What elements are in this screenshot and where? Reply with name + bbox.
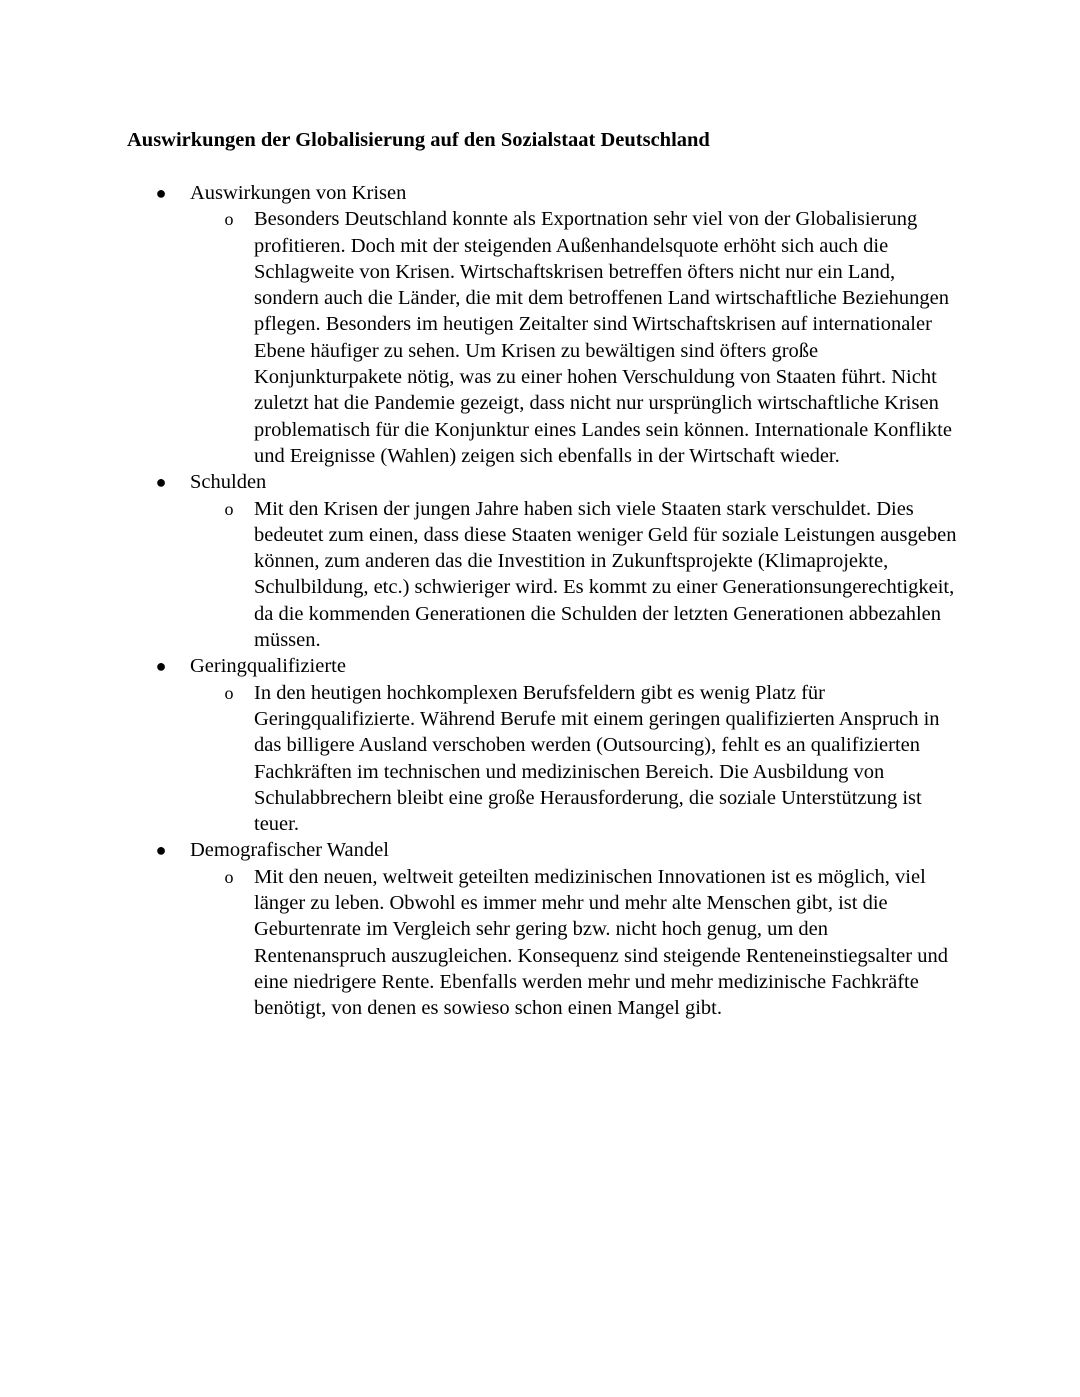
bullet-icon: ● xyxy=(155,183,167,203)
topic-detail xyxy=(0,864,1080,1022)
topic-detail xyxy=(0,206,1080,469)
topic-list xyxy=(0,180,1080,1022)
bullet-icon: ● xyxy=(155,840,167,861)
sub-bullet-icon: o xyxy=(224,209,234,230)
sub-bullet-icon: o xyxy=(224,498,234,519)
sub-bullet-icon: o xyxy=(224,682,234,703)
topic-item-krisen xyxy=(0,180,1080,469)
topic-paragraph: Mit den neuen, weltweit geteilten medizinischen Innovationen ist es möglich, viel länger zu leben. Obwohl es immer mehr und mehr alte Menschen gibt, ist die Geburtenrate im Vergleich sehr gering bzw. nicht hoch genug, um den Rentenanspruch auszugleichen. Konsequenz sind steigende Renteneinstiegsalter und eine niedrigere Rente. Ebenfalls werden mehr und mehr medizinische Fachkräfte benötigt, von denen es sowieso schon einen Mangel gibt. xyxy=(254,865,948,1020)
topic-paragraph: In den heutigen hochkomplexen Berufsfeldern gibt es wenig Platz für Geringqualifizierte. Während Berufe mit einem geringen qualifizierten Anspruch in das billigere Ausland verschoben werden (Outsourcing), fehlt es an qualifizierten Fachkräften im technischen und medizinischen Bereich. Die Ausbildung von Schulabbrechern bleibt eine große Herausforderung, die soziale Unterstützung ist teuer. xyxy=(254,681,940,836)
topic-paragraph: Mit den Krisen der jungen Jahre haben sich viele Staaten stark verschuldet. Dies bedeutet zum einen, dass diese Staaten weniger Geld für soziale Leistungen ausgeben können, zum anderen das die Investition in Zukunftsprojekte (Klimaprojekte, Schulbildung, etc.) schwieriger wird. Es kommt zu einer Generationsungerechtigkeit, da die kommenden Generationen die Schulden der letzten Generationen abbezahlen müssen. xyxy=(254,497,957,652)
bullet-icon: ● xyxy=(155,656,167,677)
bullet-icon: ● xyxy=(155,472,167,493)
topic-item-demografischer-wandel xyxy=(0,837,1080,1021)
topic-item-geringqualifizierte xyxy=(0,653,1080,837)
topic-heading: Schulden xyxy=(190,471,267,494)
document-title: Auswirkungen der Globalisierung auf den Sozialstaat Deutschland xyxy=(127,129,710,151)
topic-item-schulden xyxy=(0,469,1080,653)
sub-bullet-icon: o xyxy=(224,866,234,887)
topic-heading: Geringqualifizierte xyxy=(190,655,346,678)
topic-detail xyxy=(0,496,1080,654)
topic-heading: Demografischer Wandel xyxy=(190,839,389,862)
topic-paragraph: Besonders Deutschland konnte als Exportnation sehr viel von der Globalisierung profitieren. Doch mit der steigenden Außenhandelsquote erhöht sich auch die Schlagweite von Krisen. Wirtschaftskrisen betreffen öfters nicht nur ein Land, sondern auch die Länder, die mit dem betroffenen Land wirtschaftliche Beziehungen pflegen. Besonders im heutigen Zeitalter sind Wirtschaftskrisen auf internationaler Ebene häufiger zu sehen. Um Krisen zu bewältigen sind öfters große Konjunkturpakete nötig, was zu einer hohen Verschuldung von Staaten führt. Nicht zuletzt hat die Pandemie gezeigt, dass nicht nur ursprünglich wirtschaftliche Krisen problematisch für die Konjunktur eines Landes sein können. Internationale Konflikte und Ereignisse (Wahlen) zeigen sich ebenfalls in der Wirtschaft wieder. xyxy=(254,208,952,467)
topic-heading: Auswirkungen von Krisen xyxy=(190,182,407,204)
topic-detail xyxy=(0,680,1080,838)
